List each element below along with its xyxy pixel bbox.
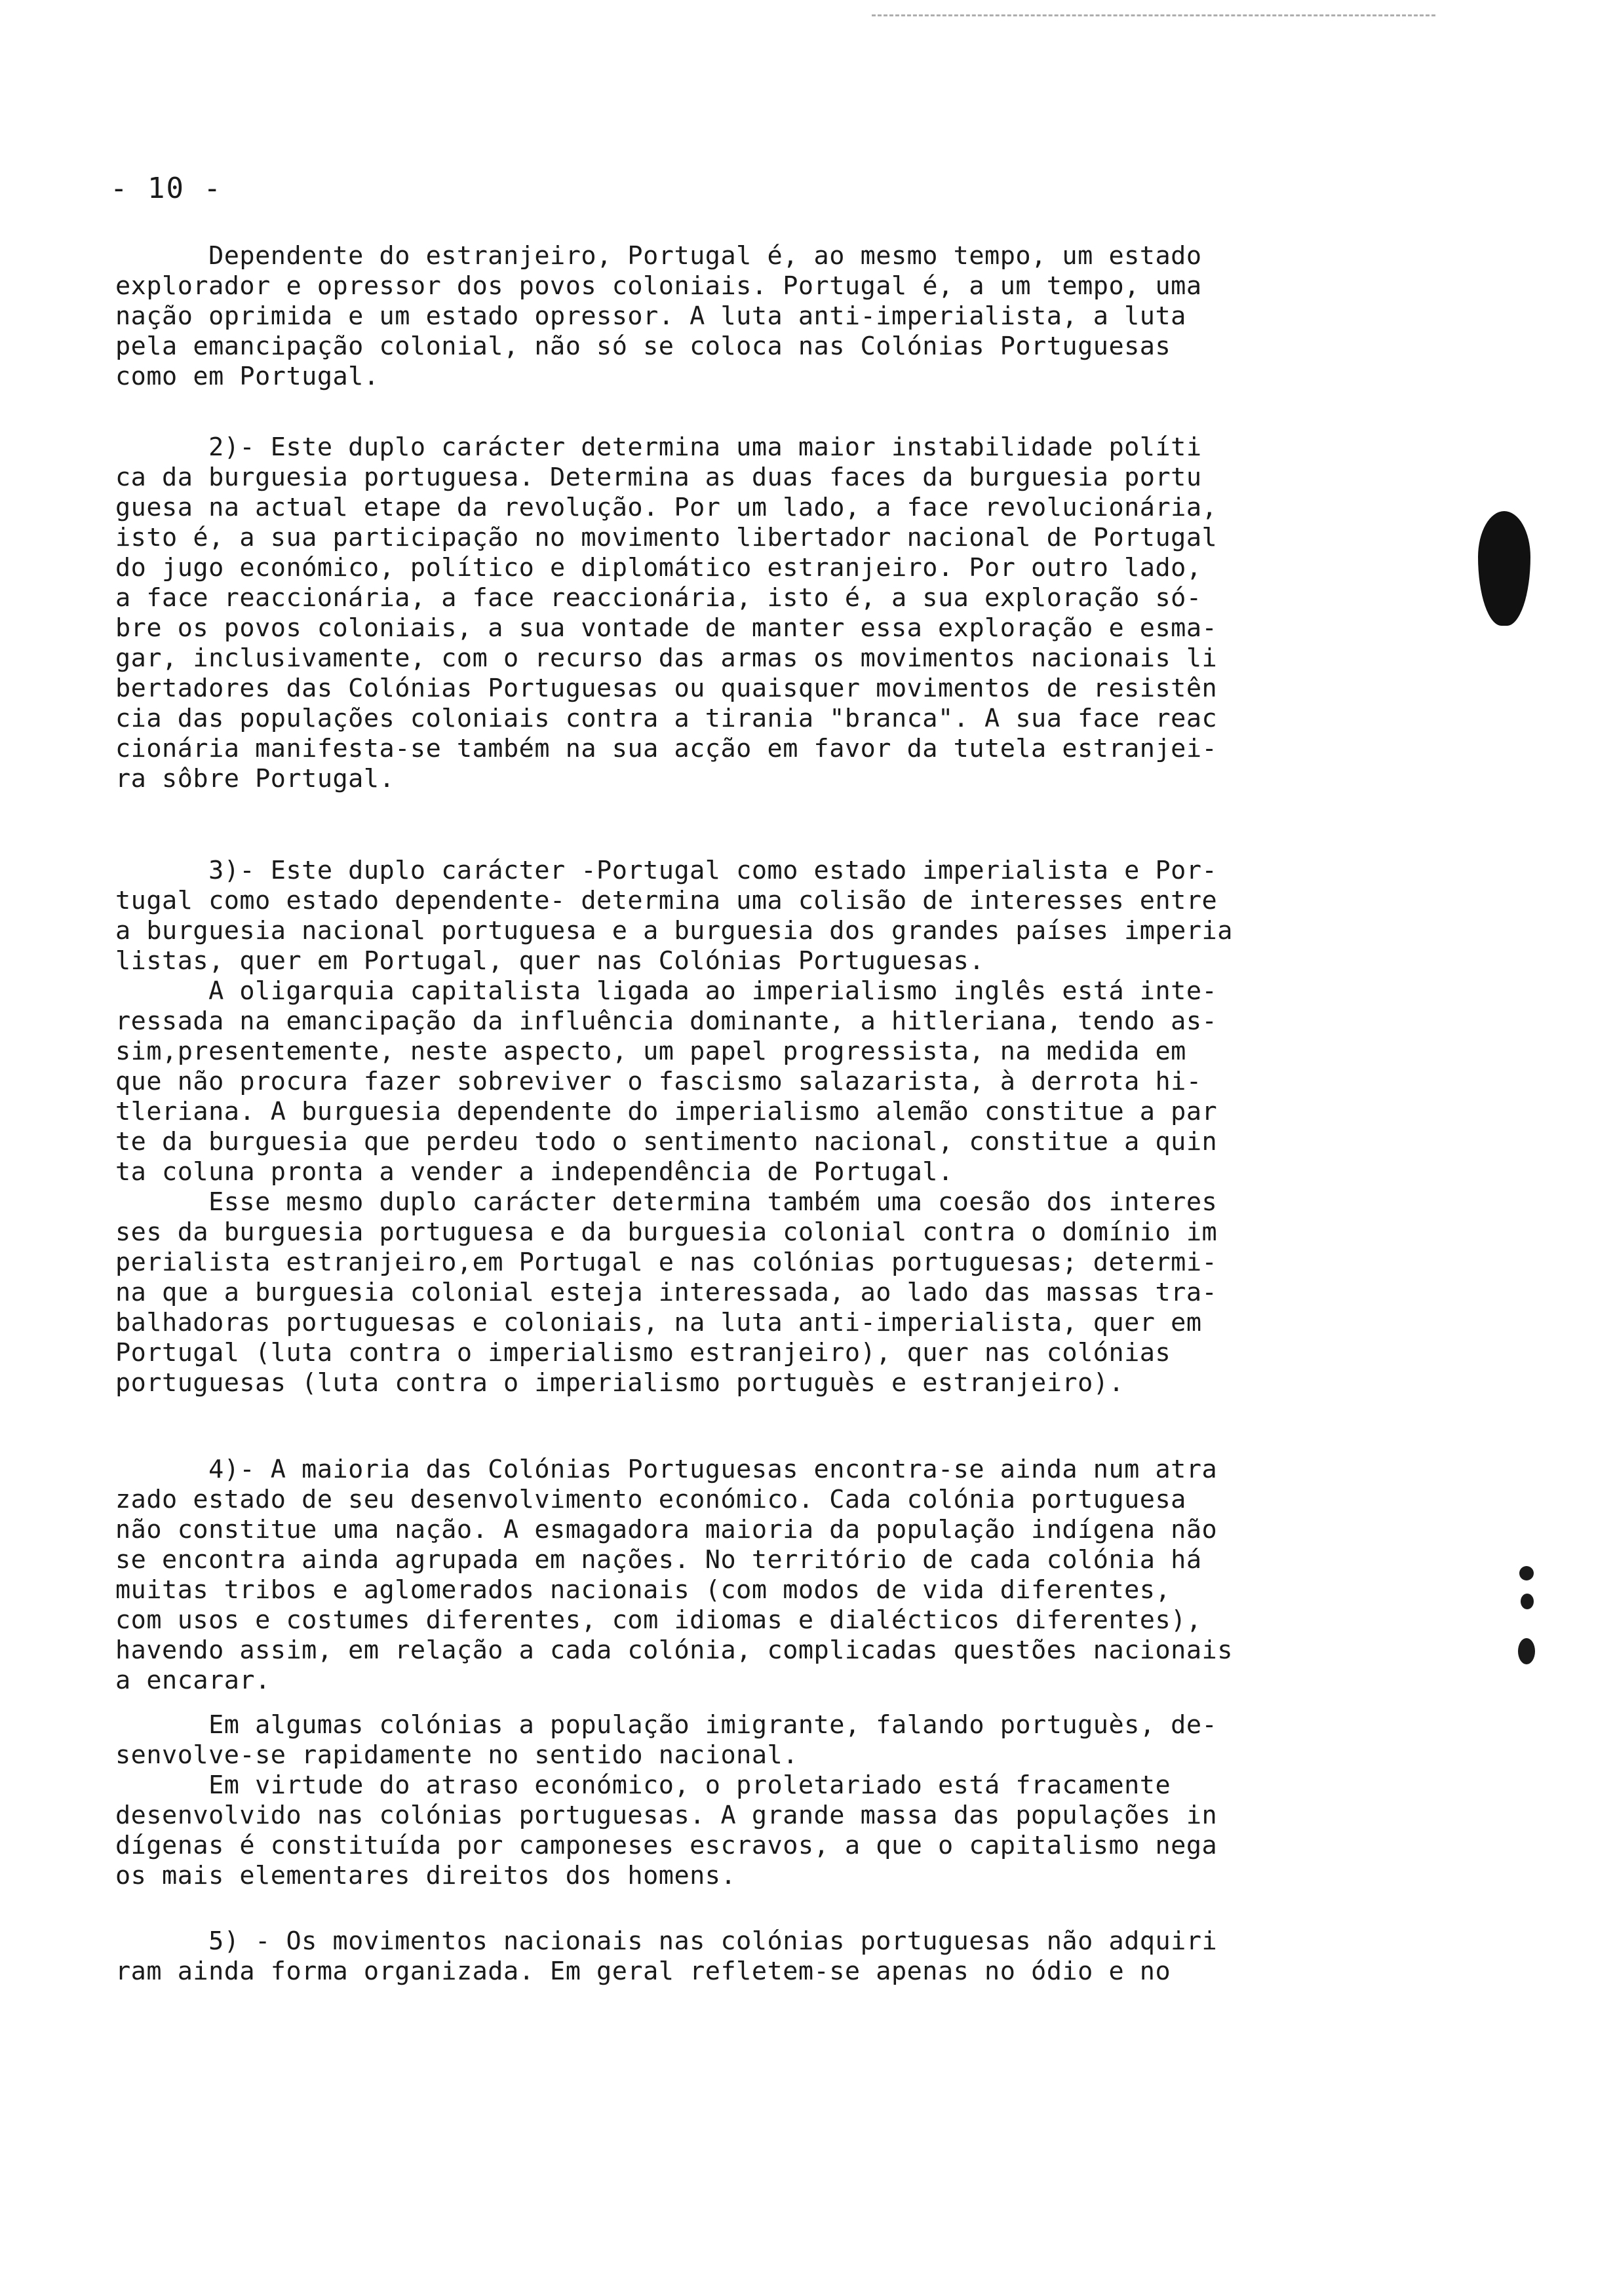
text-line: com usos e costumes diferentes, com idiomas e dialécticos diferentes), (115, 1605, 1202, 1635)
text-line: ses da burguesia portuguesa e da burguesia colonial contra o domínio im (115, 1217, 1218, 1247)
text-line: dígenas é constituída por camponeses escravos, a que o capitalismo nega (115, 1831, 1218, 1860)
text-line: que não procura fazer sobreviver o fascismo salazarista, à derrota hi- (115, 1067, 1202, 1096)
text-line: listas, quer em Portugal, quer nas Colónias Portuguesas. (115, 946, 985, 976)
text-line: te da burguesia que perdeu todo o sentimento nacional, constitue a quin (115, 1127, 1218, 1157)
text-line: a face reaccionária, a face reaccionária, isto é, a sua exploração só- (115, 583, 1202, 613)
text-line: na que a burguesia colonial esteja interessada, ao lado das massas tra- (115, 1278, 1218, 1307)
header-dashes (872, 14, 1435, 16)
ink-dot (1519, 1566, 1534, 1580)
text-line: 4)- A maioria das Colónias Portuguesas encontra-se ainda num atra (115, 1455, 1218, 1484)
text-line: bre os povos coloniais, a sua vontade de manter essa exploração e esma- (115, 613, 1218, 643)
text-line: cionária manifesta-se também na sua acção em favor da tutela estranjei- (115, 734, 1218, 763)
page-number: - 10 - (110, 172, 222, 205)
text-line: perialista estranjeiro,em Portugal e nas colónias portuguesas; determi- (115, 1248, 1218, 1277)
text-line: ram ainda forma organizada. Em geral refletem-se apenas no ódio e no (115, 1957, 1171, 1986)
text-line: explorador e opressor dos povos coloniais. Portugal é, a um tempo, uma (115, 271, 1202, 301)
text-line: ta coluna pronta a vender a independência de Portugal. (115, 1157, 954, 1187)
text-line: a encarar. (115, 1666, 271, 1695)
text-line: cia das populações coloniais contra a tirania "branca". A sua face reac (115, 704, 1218, 733)
text-line: bertadores das Colónias Portuguesas ou quaisquer movimentos de resistên (115, 674, 1218, 703)
text-line: do jugo económico, político e diplomático estranjeiro. Por outro lado, (115, 553, 1202, 583)
text-line: tleriana. A burguesia dependente do imperialismo alemão constitue a par (115, 1097, 1218, 1126)
text-line: guesa na actual etape da revolução. Por um lado, a face revolucionária, (115, 493, 1218, 522)
text-line: Em algumas colónias a população imigrante, falando portuguès, de- (115, 1710, 1218, 1740)
ink-dot (1518, 1638, 1535, 1664)
text-line: isto é, a sua participação no movimento libertador nacional de Portugal (115, 523, 1218, 552)
text-line: não constitue uma nação. A esmagadora maioria da população indígena não (115, 1515, 1218, 1544)
text-line: portuguesas (luta contra o imperialismo portuguès e estranjeiro). (115, 1368, 1125, 1398)
text-line: zado estado de seu desenvolvimento económico. Cada colónia portuguesa (115, 1485, 1186, 1514)
text-line: gar, inclusivamente, com o recurso das armas os movimentos nacionais li (115, 643, 1218, 673)
text-line: tugal como estado dependente- determina uma colisão de interesses entre (115, 886, 1218, 915)
text-line: se encontra ainda agrupada em nações. No território de cada colónia há (115, 1545, 1202, 1575)
text-line: senvolve-se rapidamente no sentido nacional. (115, 1740, 798, 1770)
text-line: ressada na emancipação da influência dominante, a hitleriana, tendo as- (115, 1006, 1218, 1036)
text-line: 5) - Os movimentos nacionais nas colónias portuguesas não adquiri (115, 1926, 1218, 1956)
text-line: pela emancipação colonial, não só se coloca nas Colónias Portuguesas (115, 332, 1171, 361)
text-line: a burguesia nacional portuguesa e a burguesia dos grandes países imperia (115, 916, 1233, 946)
text-line: como em Portugal. (115, 362, 379, 391)
text-line: desenvolvido nas colónias portuguesas. A grande massa das populações in (115, 1801, 1218, 1830)
text-line: Dependente do estranjeiro, Portugal é, ao mesmo tempo, um estado (115, 241, 1202, 271)
text-line: ra sôbre Portugal. (115, 764, 395, 794)
text-line: 2)- Este duplo carácter determina uma maior instabilidade políti (115, 432, 1202, 462)
text-line: ca da burguesia portuguesa. Determina as duas faces da burguesia portu (115, 463, 1202, 492)
text-line: Portugal (luta contra o imperialismo estranjeiro), quer nas colónias (115, 1338, 1171, 1368)
text-line: Esse mesmo duplo carácter determina também uma coesão dos interes (115, 1187, 1218, 1217)
text-line: havendo assim, em relação a cada colónia, complicadas questões nacionais (115, 1636, 1233, 1665)
text-line: Em virtude do atraso económico, o proletariado está fracamente (115, 1770, 1171, 1800)
text-line: os mais elementares direitos dos homens. (115, 1861, 737, 1890)
text-line: muitas tribos e aglomerados nacionais (com modos de vida diferentes, (115, 1575, 1171, 1605)
ink-blot (1478, 511, 1530, 626)
text-line: A oligarquia capitalista ligada ao imperialismo inglês está inte- (115, 976, 1218, 1006)
text-line: sim,presentemente, neste aspecto, um papel progressista, na medida em (115, 1037, 1186, 1066)
text-line: 3)- Este duplo carácter -Portugal como estado imperialista e Por- (115, 856, 1218, 885)
text-line: nação oprimida e um estado opressor. A luta anti-imperialista, a luta (115, 301, 1186, 331)
ink-dot (1521, 1594, 1534, 1609)
text-line: balhadoras portuguesas e coloniais, na luta anti-imperialista, quer em (115, 1308, 1202, 1337)
